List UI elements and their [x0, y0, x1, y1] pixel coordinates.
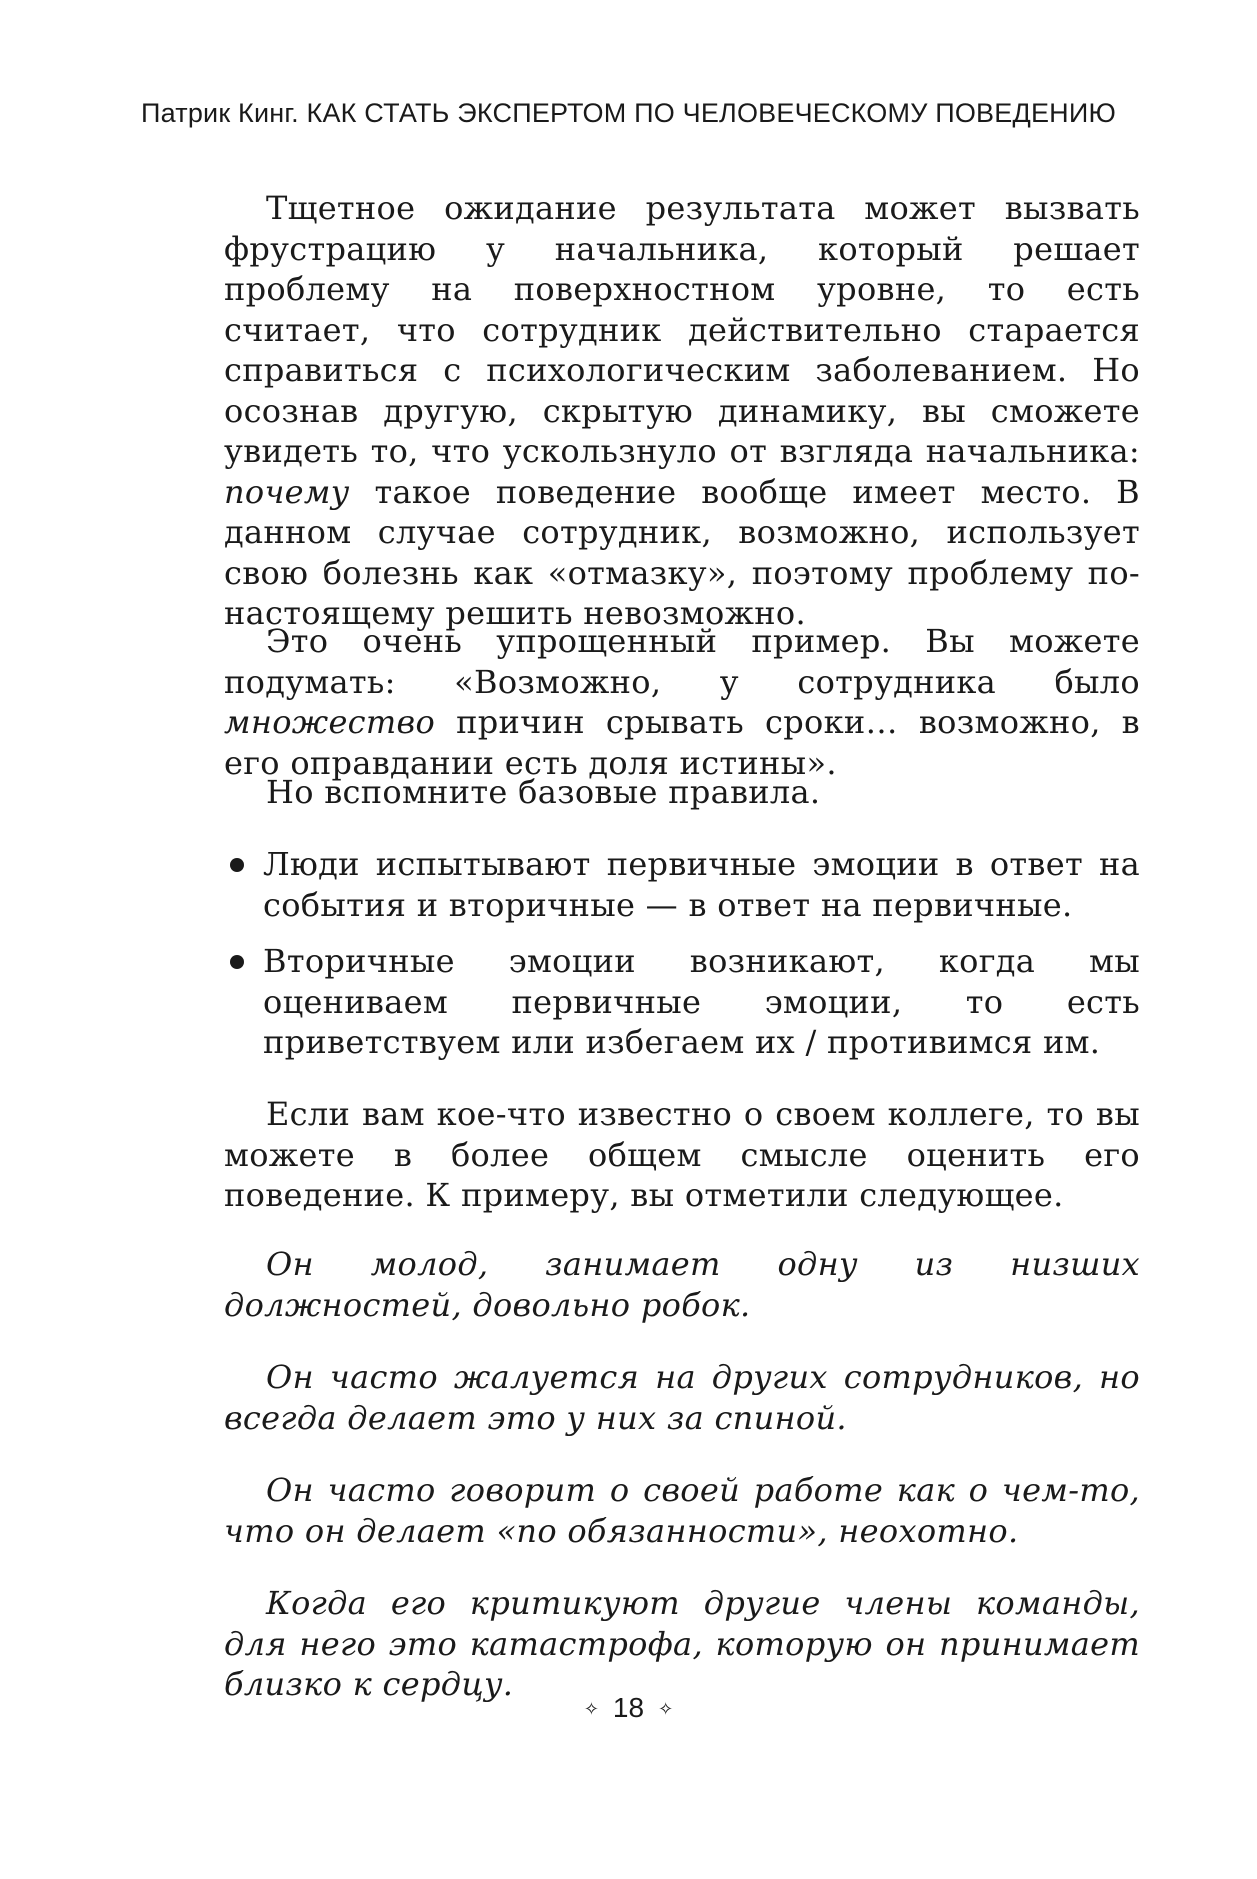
paragraph-1-part-2: такое поведение вообще имеет место. В данном случае сотрудник, возможно, использует свою болезнь как «отмазку», поэтому проблему по-настоящему решить невозможно. [224, 472, 1140, 632]
bullet-icon [230, 955, 244, 969]
paragraph-1-part-1: Тщетное ожидание результата может вызвать фрустрацию у начальника, который решает проблему на поверхностном уровне, то есть считает, что сотрудник действительно старается справиться с психологическим заболеванием. Но осознав другую, скрытую динамику, вы сможете увидеть то, что ускользнуло от взгляда начальника: [224, 189, 1140, 470]
paragraph-1 [224, 188, 1140, 634]
page-number: 18 [612, 1692, 645, 1723]
paragraph-1-emphasis: почему [224, 472, 350, 511]
running-head: Патрик Кинг. КАК СТАТЬ ЭКСПЕРТОМ ПО ЧЕЛОВЕЧЕСКОМУ ПОВЕДЕНИЮ [141, 98, 1116, 128]
ornament-icon: ✧ [583, 1699, 599, 1720]
ornament-icon: ✧ [658, 1699, 674, 1720]
observation-1: Он молод, занимает одну из низших должностей, довольно робок. [224, 1245, 1140, 1324]
paragraph-2-emphasis: множество [224, 703, 436, 741]
observation-4: Когда его критикуют другие члены команды, для него это катастрофа, которую он принимает близко к сердцу. [224, 1584, 1140, 1703]
bullet-item-1: Люди испытывают первичные эмоции в ответ на события и вторичные — в ответ на первичные. [263, 845, 1140, 924]
paragraph-2-part-2: причин срывать сроки… возможно, в его оправдании есть доля истины». [224, 703, 1140, 782]
paragraph-2 [224, 621, 1140, 783]
bullet-icon [230, 858, 244, 872]
paragraph-2-part-1: Это очень упрощенный пример. Вы можете подумать: «Возможно, у сотрудника было [224, 622, 1140, 701]
bullet-item-2: Вторичные эмоции возникают, когда мы оцениваем первичные эмоции, то есть приветствуем или избегаем их / противимся им. [263, 942, 1140, 1061]
page-footer [0, 1692, 1257, 1724]
paragraph-4: Если вам кое-что известно о своем коллеге, то вы можете в более общем смысле оценить его поведение. К примеру, вы отметили следующее. [224, 1095, 1140, 1214]
observation-3: Он часто говорит о своей работе как о чем-то, что он делает «по обязанности», неохотно. [224, 1471, 1140, 1550]
observation-2: Он часто жалуется на других сотрудников, но всегда делает это у них за спиной. [224, 1358, 1140, 1437]
paragraph-3: Но вспомните базовые правила. [266, 773, 821, 811]
